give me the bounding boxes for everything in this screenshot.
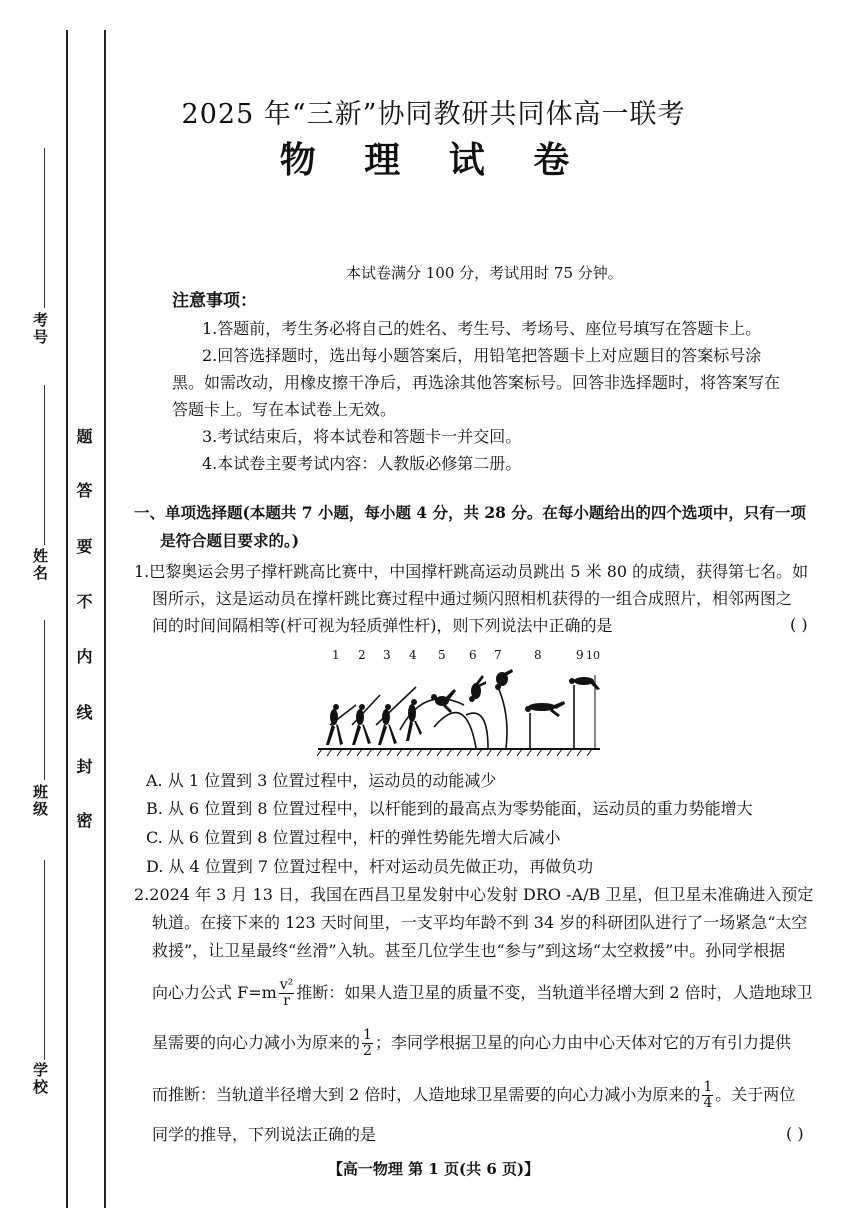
school-blank: [44, 860, 45, 1060]
q1-stem-line-1: 1.巴黎奥运会男子撑杆跳高比赛中，中国撑杆跳高运动员跳出 5 米 80 的成绩，获得第七名。如: [134, 562, 809, 581]
intro-text: 本试卷满分 100 分，考试用时 75 分钟。: [346, 264, 623, 282]
q2-formula-denominator: r: [283, 993, 290, 1009]
figure-label-7: 7: [494, 648, 502, 662]
q2-line-6-rest: 。关于两位: [715, 1085, 796, 1104]
q2-stem-line-6: [152, 1080, 795, 1111]
q2-line-5-rest: ；李同学根据卫星的向心力由中心天体对它的万有引力提供: [374, 1033, 791, 1052]
q2-line-4-rest: 推断：如果人造卫星的质量不变，当轨道半径增大到 2 倍时，人造地球卫: [296, 983, 813, 1002]
q2-formula-fraction: [279, 978, 295, 1009]
figure-label-1: 1: [332, 648, 340, 662]
school-label: 学校: [31, 1062, 49, 1096]
q1-option-c: C. 从 6 位置到 8 位置过程中，杆的弹性势能先增大后减小: [146, 828, 561, 847]
q1-answer-paren: ( ): [790, 615, 808, 634]
q2-stem-line-5: [152, 1028, 791, 1059]
q2-stem-line-3: 救援”，让卫星最终“丝滑”入轨。甚至几位学生也“参与”到这场“太空救援”中。孙同学根据: [152, 941, 786, 960]
seal-char-5: 内: [74, 648, 93, 664]
q2-quarter-denominator: 4: [703, 1095, 713, 1111]
q2-line-6-start: 而推断：当轨道半径增大到 2 倍时，人造地球卫星需要的向心力减小为原来的: [152, 1085, 701, 1104]
q2-half-fraction: [362, 1028, 373, 1059]
q2-line-5-start: 星需要的向心力减小为原来的: [152, 1033, 361, 1052]
q1-option-d: D. 从 4 位置到 7 位置过程中，杆对运动员先做正功，再做负功: [146, 857, 594, 876]
class-blank: [44, 620, 45, 780]
q2-quarter-fraction: [702, 1080, 713, 1111]
exam-title: 2025 年“三新”协同教研共同体高一联考: [181, 99, 686, 130]
name-blank: [44, 385, 45, 545]
q2-formula-text: 向心力公式 F=m: [152, 983, 277, 1002]
section-1-heading-line-2: 是符合题目要求的。): [160, 531, 300, 550]
q1-stem-line-2: 图所示，这是运动员在撑杆跳比赛过程中通过频闪照相机获得的一组合成照片，相邻两图之: [152, 589, 793, 608]
seal-char-1: 题: [74, 428, 93, 444]
q2-quarter-numerator: 1: [703, 1079, 713, 1095]
notice-item-2-line-3: 答题卡上。写在本试卷上无效。: [172, 400, 397, 419]
q2-stem-line-7: 同学的推导，下列说法正确的是: [152, 1125, 377, 1144]
pole-vault-figure: [316, 645, 602, 757]
page-footer: 【高一物理 第 1 页(共 6 页)】: [327, 1160, 540, 1178]
section-1-heading-line-1: 一、单项选择题(本题共 7 小题，每小题 4 分，共 28 分。在每小题给出的四个选项中，只有一项: [134, 503, 806, 522]
class-label: 班级: [31, 784, 49, 818]
figure-label-8: 8: [534, 648, 542, 662]
q2-half-denominator: 2: [363, 1043, 372, 1059]
margin-line-outer: [66, 30, 68, 1208]
q1-stem-line-3: 间的时间间隔相等(杆可视为轻质弹性杆)，则下列说法中正确的是: [152, 616, 613, 635]
q2-stem-line-1: 2.2024 年 3 月 13 日，我国在西昌卫星发射中心发射 DRO -A/B 卫星，但卫星未准确进入预定: [134, 885, 814, 904]
subject-title: 物 理 试 卷: [279, 139, 588, 181]
seal-char-7: 封: [74, 758, 93, 774]
notice-item-4: 4.本试卷主要考试内容：人教版必修第二册。: [202, 454, 522, 473]
seal-char-2: 答: [74, 482, 93, 498]
q2-stem-line-2: 轨道。在接下来的 123 天时间里，一支平均年龄不到 34 岁的科研团队进行了一场紧急“太空: [152, 913, 808, 932]
q1-option-b: B. 从 6 位置到 8 位置过程中，以杆能到的最高点为零势能面，运动员的重力势能增大: [146, 799, 753, 818]
q2-formula-numerator: v²: [279, 977, 294, 993]
margin-line-inner: [104, 30, 106, 1208]
figure-label-5: 5: [438, 648, 446, 662]
seal-char-4: 不: [74, 593, 93, 609]
notice-item-2-line-1: 2.回答选择题时，选出每小题答案后，用铅笔把答题卡上对应题目的答案标号涂: [202, 346, 762, 365]
figure-label-6: 6: [469, 648, 477, 662]
notice-item-1: 1.答题前，考生务必将自己的姓名、考生号、考场号、座位号填写在答题卡上。: [202, 319, 762, 338]
seal-char-6: 线: [74, 704, 93, 720]
notice-heading: 注意事项：: [172, 291, 257, 311]
q2-answer-paren: ( ): [786, 1124, 804, 1143]
seal-char-8: 密: [74, 812, 93, 828]
figure-label-10: 10: [586, 649, 600, 662]
name-label: 姓名: [31, 548, 49, 582]
figure-label-4: 4: [409, 648, 417, 662]
notice-item-3: 3.考试结束后，将本试卷和答题卡一并交回。: [202, 427, 522, 446]
q2-stem-line-4: [152, 978, 813, 1009]
figure-label-9: 9: [576, 648, 584, 662]
figure-label-2: 2: [358, 648, 366, 662]
q1-option-a: A. 从 1 位置到 3 位置过程中，运动员的动能减少: [146, 771, 497, 790]
q2-half-numerator: 1: [363, 1027, 372, 1043]
notice-item-2-line-2: 黑。如需改动，用橡皮擦干净后，再选涂其他答案标号。回答非选择题时，将答案写在: [172, 373, 781, 392]
exam-number-label: 考号: [31, 312, 49, 346]
seal-char-3: 要: [74, 538, 93, 554]
figure-label-3: 3: [383, 648, 391, 662]
